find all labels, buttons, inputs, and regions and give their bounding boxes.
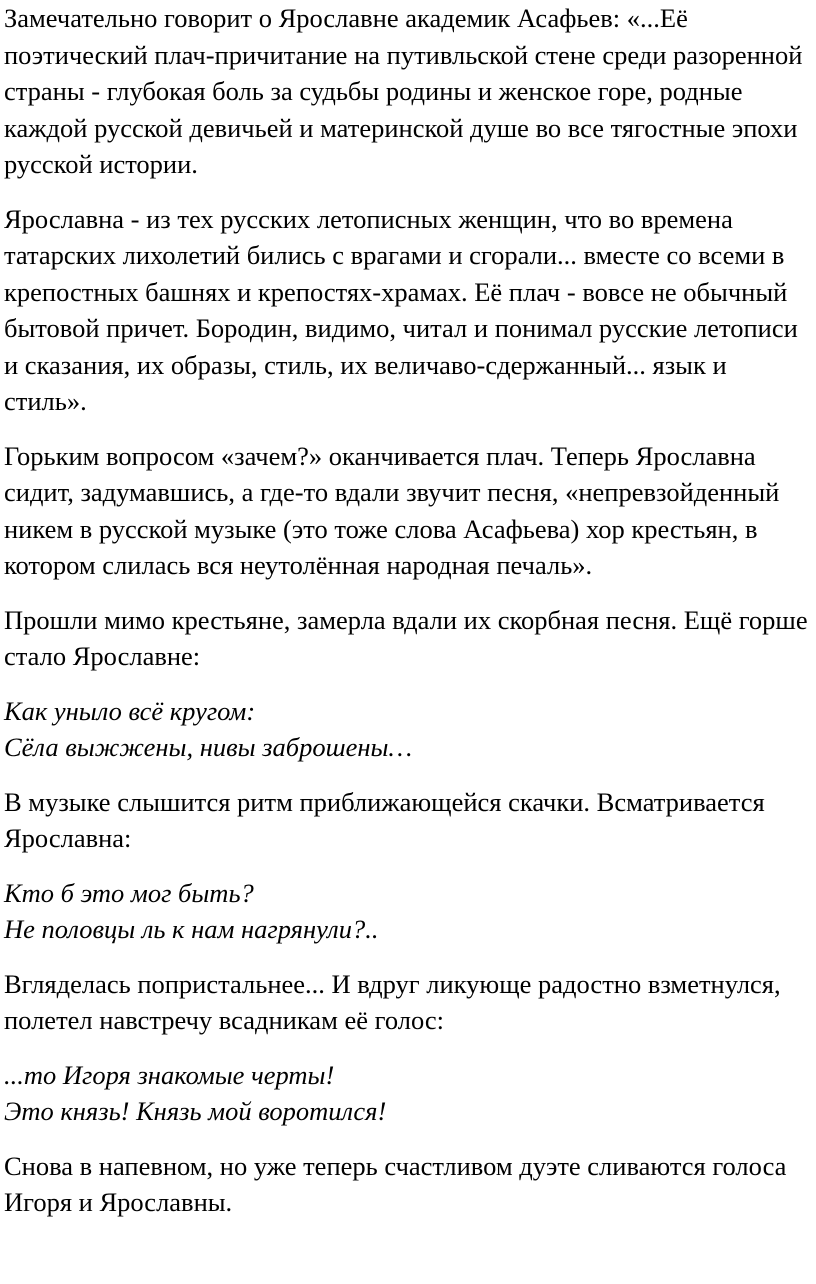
paragraph-peasants-passed: Прошли мимо крестьяне, замерла вдали их скорбная песня. Ещё горше стало Ярославне: xyxy=(4,604,808,671)
verse-line: Сёла выжжены, нивы заброшены… xyxy=(4,732,413,762)
verse-who-comes xyxy=(4,875,810,948)
verse-line: Это князь! Князь мой воротился! xyxy=(4,1096,387,1126)
paragraph-voice-rises: Вгляделась попристальнее... И вдруг ликующе радостно взметнулся, полетел навстречу всадникам её голос: xyxy=(4,968,781,1035)
verse-lament xyxy=(4,693,810,766)
verse-prince-returned xyxy=(4,1057,810,1130)
verse-line: Кто б это мог быть? xyxy=(4,877,254,908)
paragraph-final-duet: Снова в напевном, но уже теперь счастливом дуэте сливаются голоса Игоря и Ярославны. xyxy=(4,1150,787,1217)
paragraph-yaroslavna-chronicle: Ярославна - из тех русских летописных женщин, что во времена татарских лихолетий бились с врагами и сгорали... вместе со всеми в крепостных башнях и крепостях-храмах. Её плач - вовсе не обычный бытовой причет. Бородин, видимо, читал и понимал русские летописи и сказания, их образы, стиль, их величаво-сдержанный... язык и стиль». xyxy=(4,203,798,416)
verse-line: ...то Игоря знакомые черты! xyxy=(4,1059,335,1090)
paragraph-gallop-rhythm: В музыке слышится ритм приближающейся скачки. Всматривается Ярославна: xyxy=(4,786,765,853)
verse-line: Как уныло всё кругом: xyxy=(4,695,256,726)
paragraph-peasant-chorus: Горьким вопросом «зачем?» оканчивается плач. Теперь Ярославна сидит, задумавшись, а где-то вдали звучит песня, «непревзойденный никем в русской музыке (это тоже слова Асафьева) хор крестьян, в котором слилась вся неутолённая народная печаль». xyxy=(4,440,780,580)
paragraph-asafyev-quote: Замечательно говорит о Ярославне академик Асафьев: «...Её поэтический плач-причитание на путивльской стене среди разоренной страны - глубокая боль за судьбы родины и женское горе, родные каждой русской девичьей и материнской душе во все тягостные эпохи русской истории. xyxy=(4,3,803,179)
verse-line: Не половцы ль к нам нагрянули?.. xyxy=(4,914,379,944)
